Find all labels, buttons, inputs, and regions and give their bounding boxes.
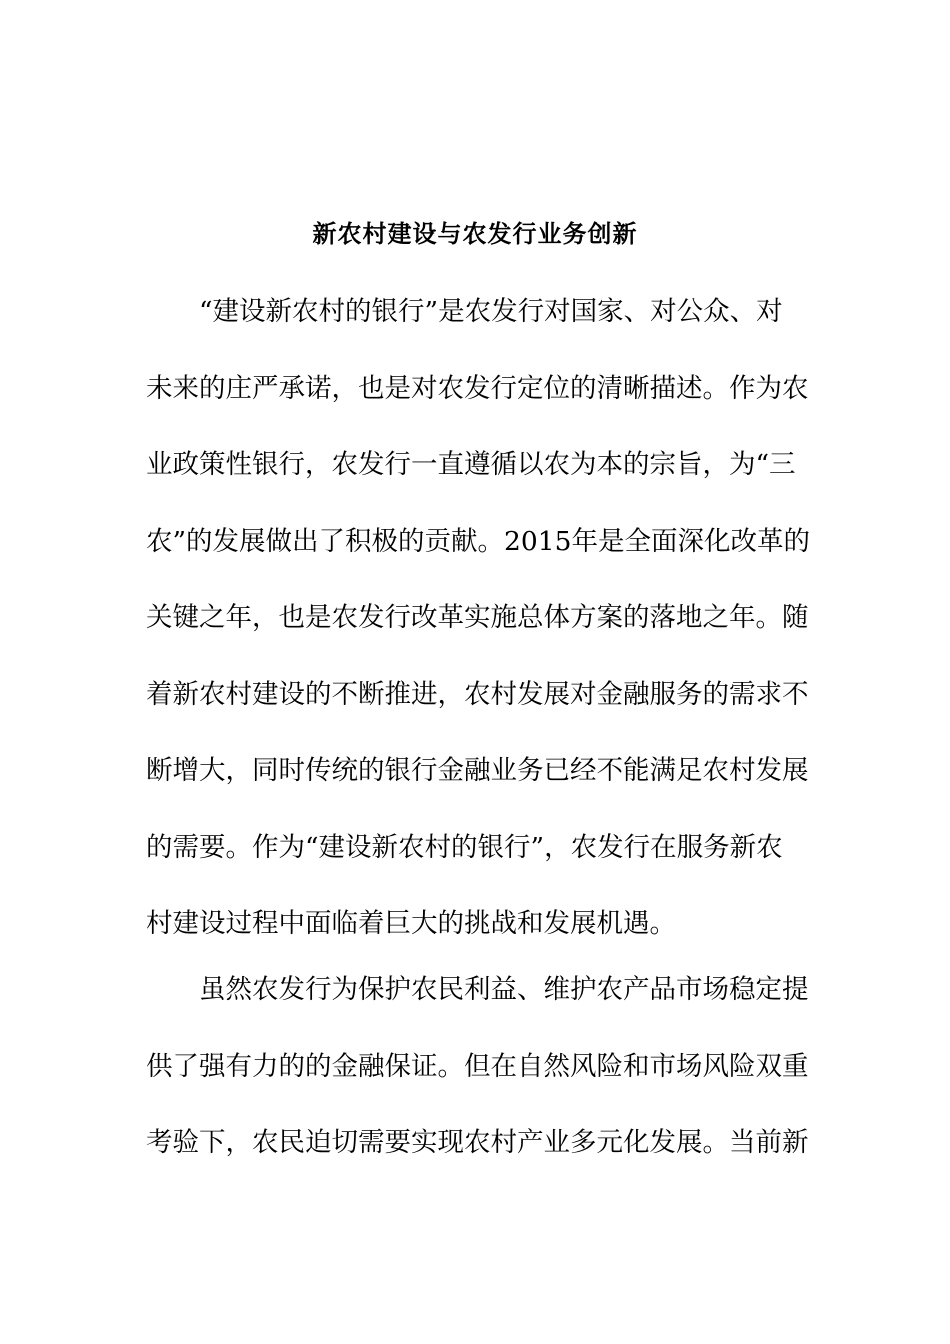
paragraph-1 — [146, 274, 810, 963]
paragraph-line: 着新农村建设的不断推进，农村发展对金融服务的需求不 — [146, 678, 809, 710]
paragraph-line: 业政策性银行，农发行一直遵循以农为本的宗旨，为“三 — [146, 449, 796, 480]
paragraph-line: 农”的发展做出了积极的贡献。2015年是全面深化改革的 — [146, 525, 810, 557]
paragraph-2 — [146, 952, 809, 1182]
paragraph-line: 虽然农发行为保护农民利益、维护农产品市场稳定提 — [199, 974, 809, 1005]
paragraph-line: 供了强有力的的金融保证。但在自然风险和市场风险双重 — [146, 1050, 809, 1082]
document-title: 新农村建设与农发行业务创新 — [312, 219, 638, 248]
paragraph-line: 断增大，同时传统的银行金融业务已经不能满足农村发展 — [146, 755, 809, 786]
paragraph-line: 考验下，农民迫切需要实现农村产业多元化发展。当前新 — [146, 1127, 809, 1158]
paragraph-line: 村建设过程中面临着巨大的挑战和发展机遇。 — [146, 908, 676, 939]
paragraph-line: “建设新农村的银行”是农发行对国家、对公众、对 — [199, 296, 783, 327]
paragraph-line: 的需要。作为“建设新农村的银行”，农发行在服务新农 — [146, 831, 783, 863]
paragraph-line: 关键之年，也是农发行改革实施总体方案的落地之年。随 — [146, 602, 809, 633]
paragraph-line: 未来的庄严承诺，也是对农发行定位的清晰描述。作为农 — [146, 372, 809, 404]
